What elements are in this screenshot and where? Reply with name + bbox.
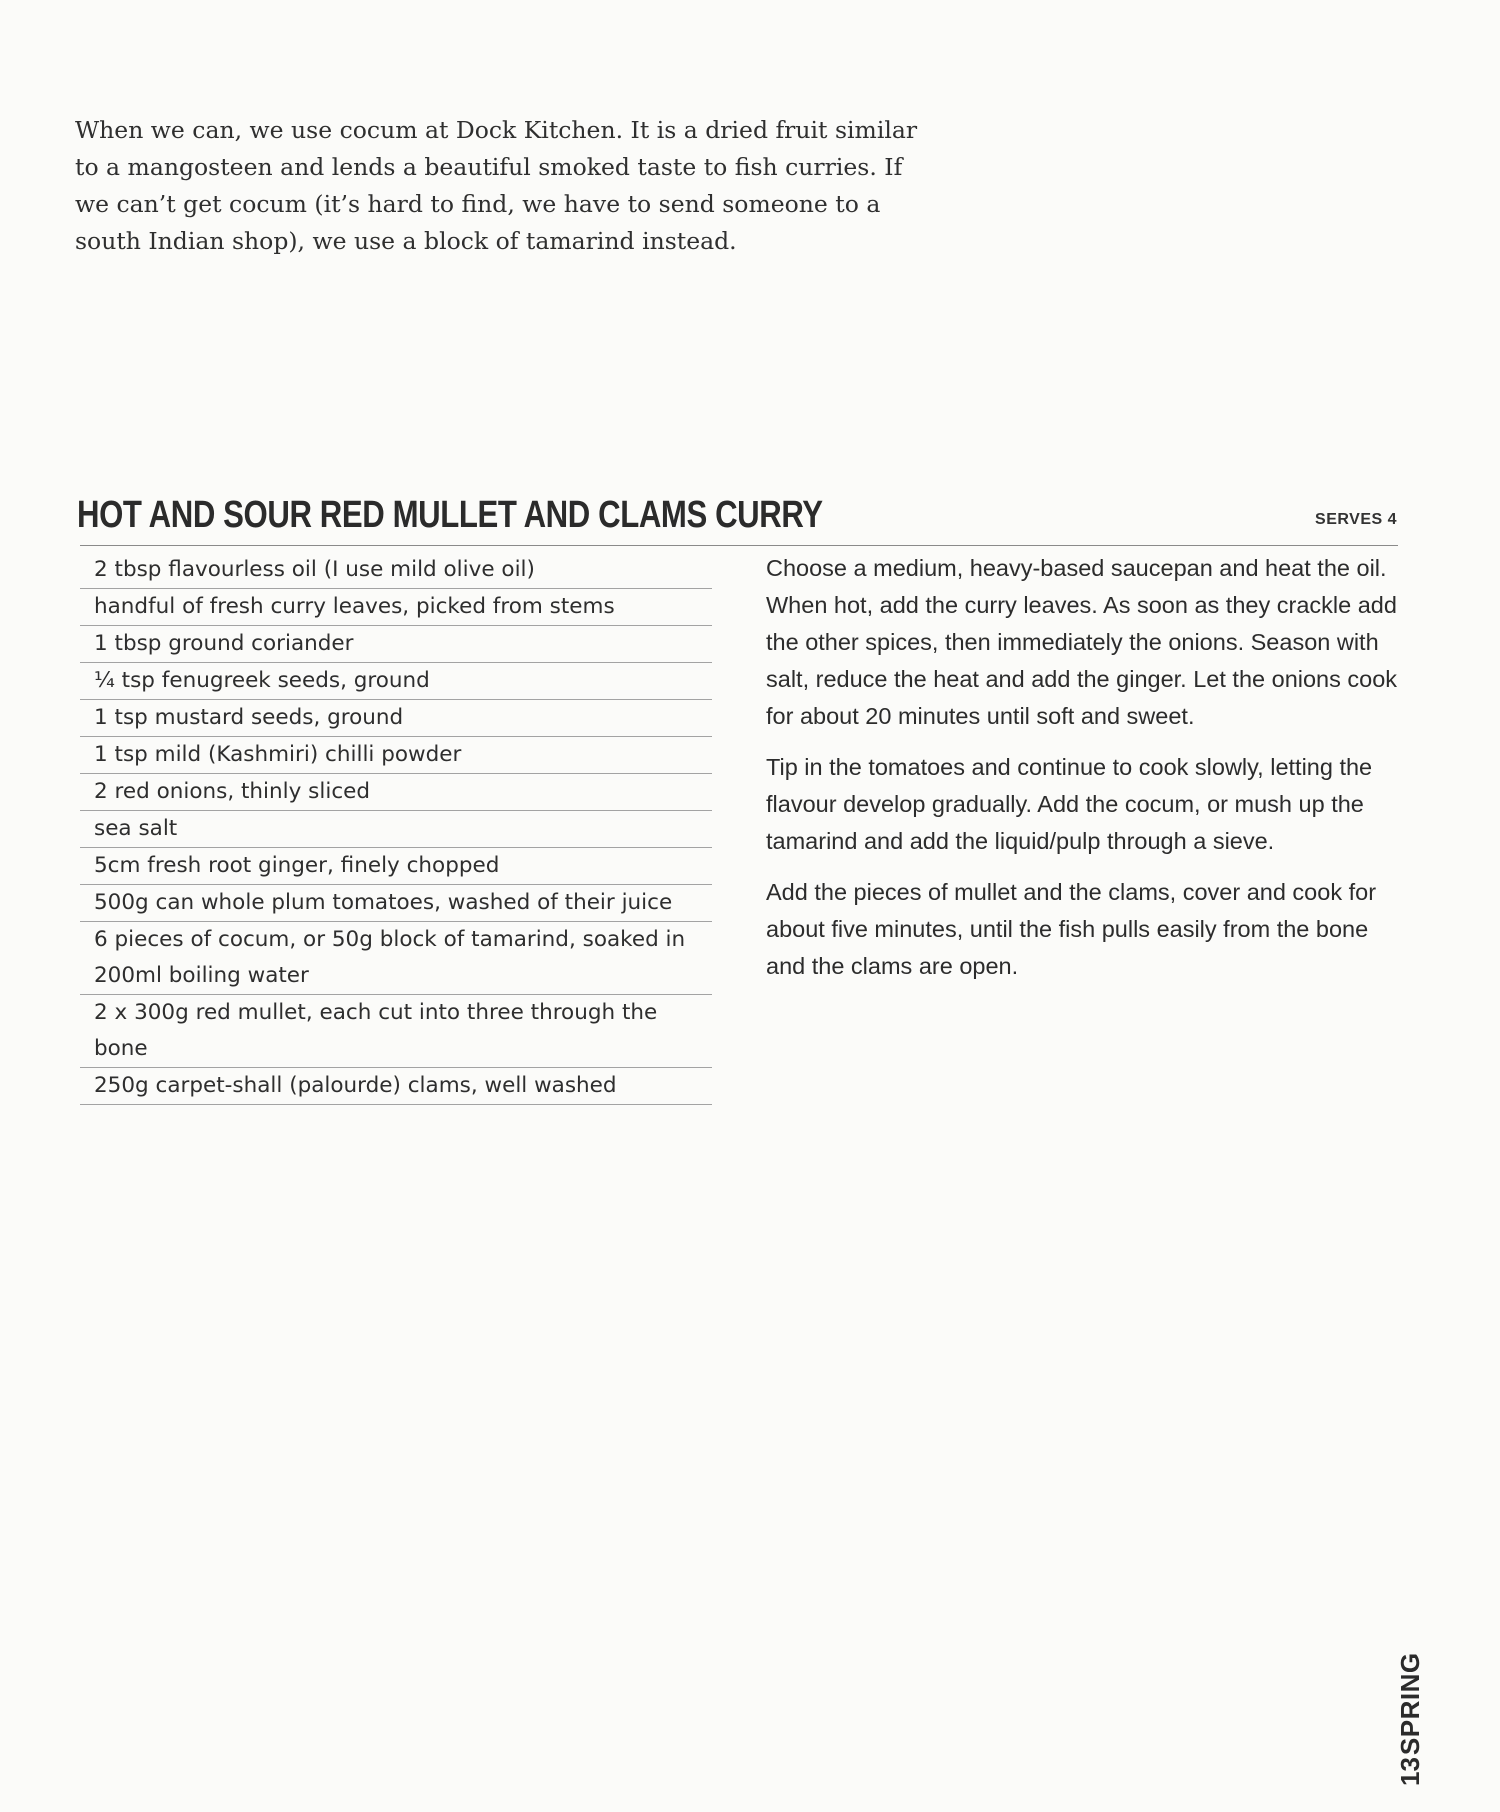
ingredient-item: 2 tbsp flavourless oil (I use mild olive oil) — [80, 552, 712, 589]
title-divider — [80, 545, 1398, 546]
page-number: 13 — [1395, 1757, 1425, 1786]
ingredient-item: 500g can whole plum tomatoes, washed of their juice — [80, 885, 712, 922]
ingredient-item: ¼ tsp fenugreek seeds, ground — [80, 663, 712, 700]
ingredient-item: 6 pieces of cocum, or 50g block of tamarind, soaked in 200ml boiling water — [80, 922, 712, 995]
ingredient-item: 250g carpet-shall (palourde) clams, well washed — [80, 1068, 712, 1105]
ingredient-item: 1 tsp mustard seeds, ground — [80, 700, 712, 737]
ingredient-item: 2 red onions, thinly sliced — [80, 774, 712, 811]
method-step: Tip in the tomatoes and continue to cook slowly, letting the flavour develop gradually. Add the cocum, or mush up the tamarind and add the liquid/pulp through a sieve. — [766, 754, 1373, 854]
ingredient-item: 2 x 300g red mullet, each cut into three through the bone — [80, 995, 712, 1068]
ingredient-item: handful of fresh curry leaves, picked from stems — [80, 589, 712, 626]
ingredient-item: 1 tbsp ground coriander — [80, 626, 712, 663]
method-step: Choose a medium, heavy-based saucepan and heat the oil. When hot, add the curry leaves. As soon as they crackle add the other spices, then immediately the onions. Season with salt, reduce the heat and add the ginger. Let the onions cook for about 20 minutes until soft and sweet. — [766, 555, 1398, 729]
serves-label: SERVES 4 — [1315, 511, 1397, 528]
ingredient-item: sea salt — [80, 811, 712, 848]
recipe-title: HOT AND SOUR RED MULLET AND CLAMS CURRY — [77, 494, 823, 536]
section-label: SPRING — [1395, 1652, 1425, 1756]
ingredient-item: 1 tsp mild (Kashmiri) chilli powder — [80, 737, 712, 774]
method-step: Add the pieces of mullet and the clams, cover and cook for about five minutes, until the fish pulls easily from the bone and the clams are open. — [766, 879, 1377, 979]
page-footer — [1395, 1652, 1435, 1786]
ingredient-list — [80, 552, 712, 1105]
intro-paragraph: When we can, we use cocum at Dock Kitchen. It is a dried fruit similar to a mangosteen and lends a beautiful smoked taste to fish curries. If we can’t get cocum (it’s hard to find, we have to send someone to a south Indian shop), we use a block of tamarind instead. — [75, 116, 918, 255]
method-section — [766, 550, 1398, 999]
ingredient-item: 5cm fresh root ginger, finely chopped — [80, 848, 712, 885]
